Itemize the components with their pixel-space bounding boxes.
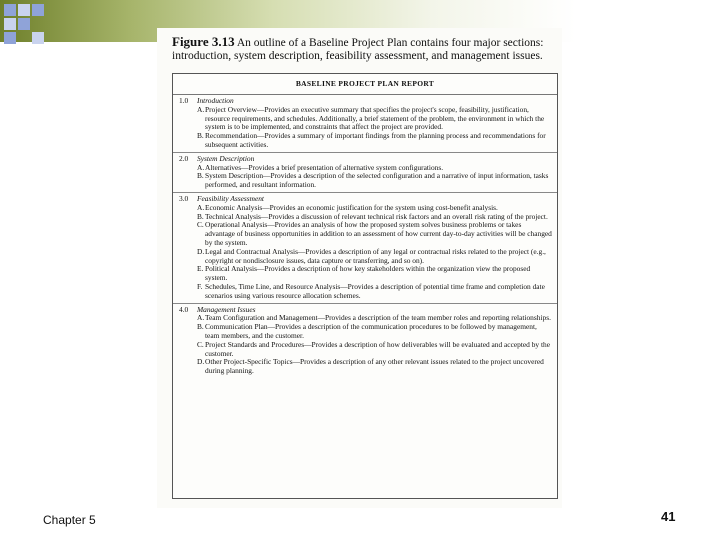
baseline-project-plan-report [172, 73, 558, 499]
section-item: A. Economic Analysis—Provides an economic justification for the system using cost-benefit analysis. [197, 202, 498, 212]
section-heading: 4.0 Management Issues [179, 304, 256, 314]
section-item: F. Schedules, Time Line, and Resource Analysis—Provides a description of potential time frame and completion date scenarios using various resource allocation schemes. [197, 281, 545, 300]
section-item: C. Operational Analysis—Provides an analysis of how the proposed system solves business problems or takes advantage of business opportunities in addition to an assessment of how current day-to-day activities will be changed by the system. [197, 220, 552, 247]
section-item: B. Technical Analysis—Provides a discussion of relevant technical risk factors and an overall risk rating of the project. [197, 211, 548, 221]
section-heading: 3.0 Feasibility Assessment [179, 193, 264, 203]
section-item: B. System Description—Provides a description of the selected configuration and a narrative of input information, tasks performed, and resultant information. [197, 171, 549, 190]
figure-caption [172, 35, 557, 63]
section-item: E. Political Analysis—Provides a description of how key stakeholders within the organization view the proposed system. [197, 264, 531, 283]
section-heading: 1.0 Introduction [179, 96, 234, 105]
report-section-management-issues [173, 304, 557, 378]
report-section-system-description [173, 153, 557, 193]
page-number: 41 [661, 509, 676, 524]
section-item: B. Recommendation—Provides a summary of important findings from the planning process and recommendations for subsequent activities. [197, 131, 546, 149]
section-item: B. Communication Plan—Provides a description of the communication procedures to be followed by management, team members, and the customer. [197, 322, 537, 340]
section-item: A. Team Configuration and Management—Provides a description of the team member roles and reporting relationships. [197, 313, 551, 323]
section-item: D. Other Project-Specific Topics—Provides a description of any other relevant issues related to the project uncovered during planning. [197, 357, 544, 376]
section-item: C. Project Standards and Procedures—Provides a description of how deliverables will be evaluated and accepted by the customer. [197, 339, 550, 358]
section-heading: 2.0 System Description [179, 153, 255, 163]
figure-label: Figure 3.13 [172, 34, 235, 49]
chapter-label: Chapter 5 [43, 513, 96, 527]
report-section-feasibility-assessment [173, 193, 557, 304]
report-section-introduction [173, 95, 557, 153]
section-item: D. Legal and Contractual Analysis—Provides a description of any legal or contractual risks related to the project (e.g., copyright or nondisclosure issues, data capture or transferring, and so on). [197, 246, 546, 265]
section-item: A. Project Overview—Provides an executive summary that specifies the project's scope, feasibility, justification, resource requirements, and schedules. Additionally, a brief statement of the problem, the environment in which the system is to be implemented, and constraints that affect the project are provided. [197, 104, 545, 132]
section-item: A. Alternatives—Provides a brief presentation of alternative system configurations. [197, 162, 444, 172]
report-title: BASELINE PROJECT PLAN REPORT [173, 74, 557, 95]
figure-caption-text: An outline of a Baseline Project Plan contains four major sections: introduction, system description, feasibility assessment, and management issues. [172, 37, 544, 62]
decorative-squares [0, 0, 70, 60]
